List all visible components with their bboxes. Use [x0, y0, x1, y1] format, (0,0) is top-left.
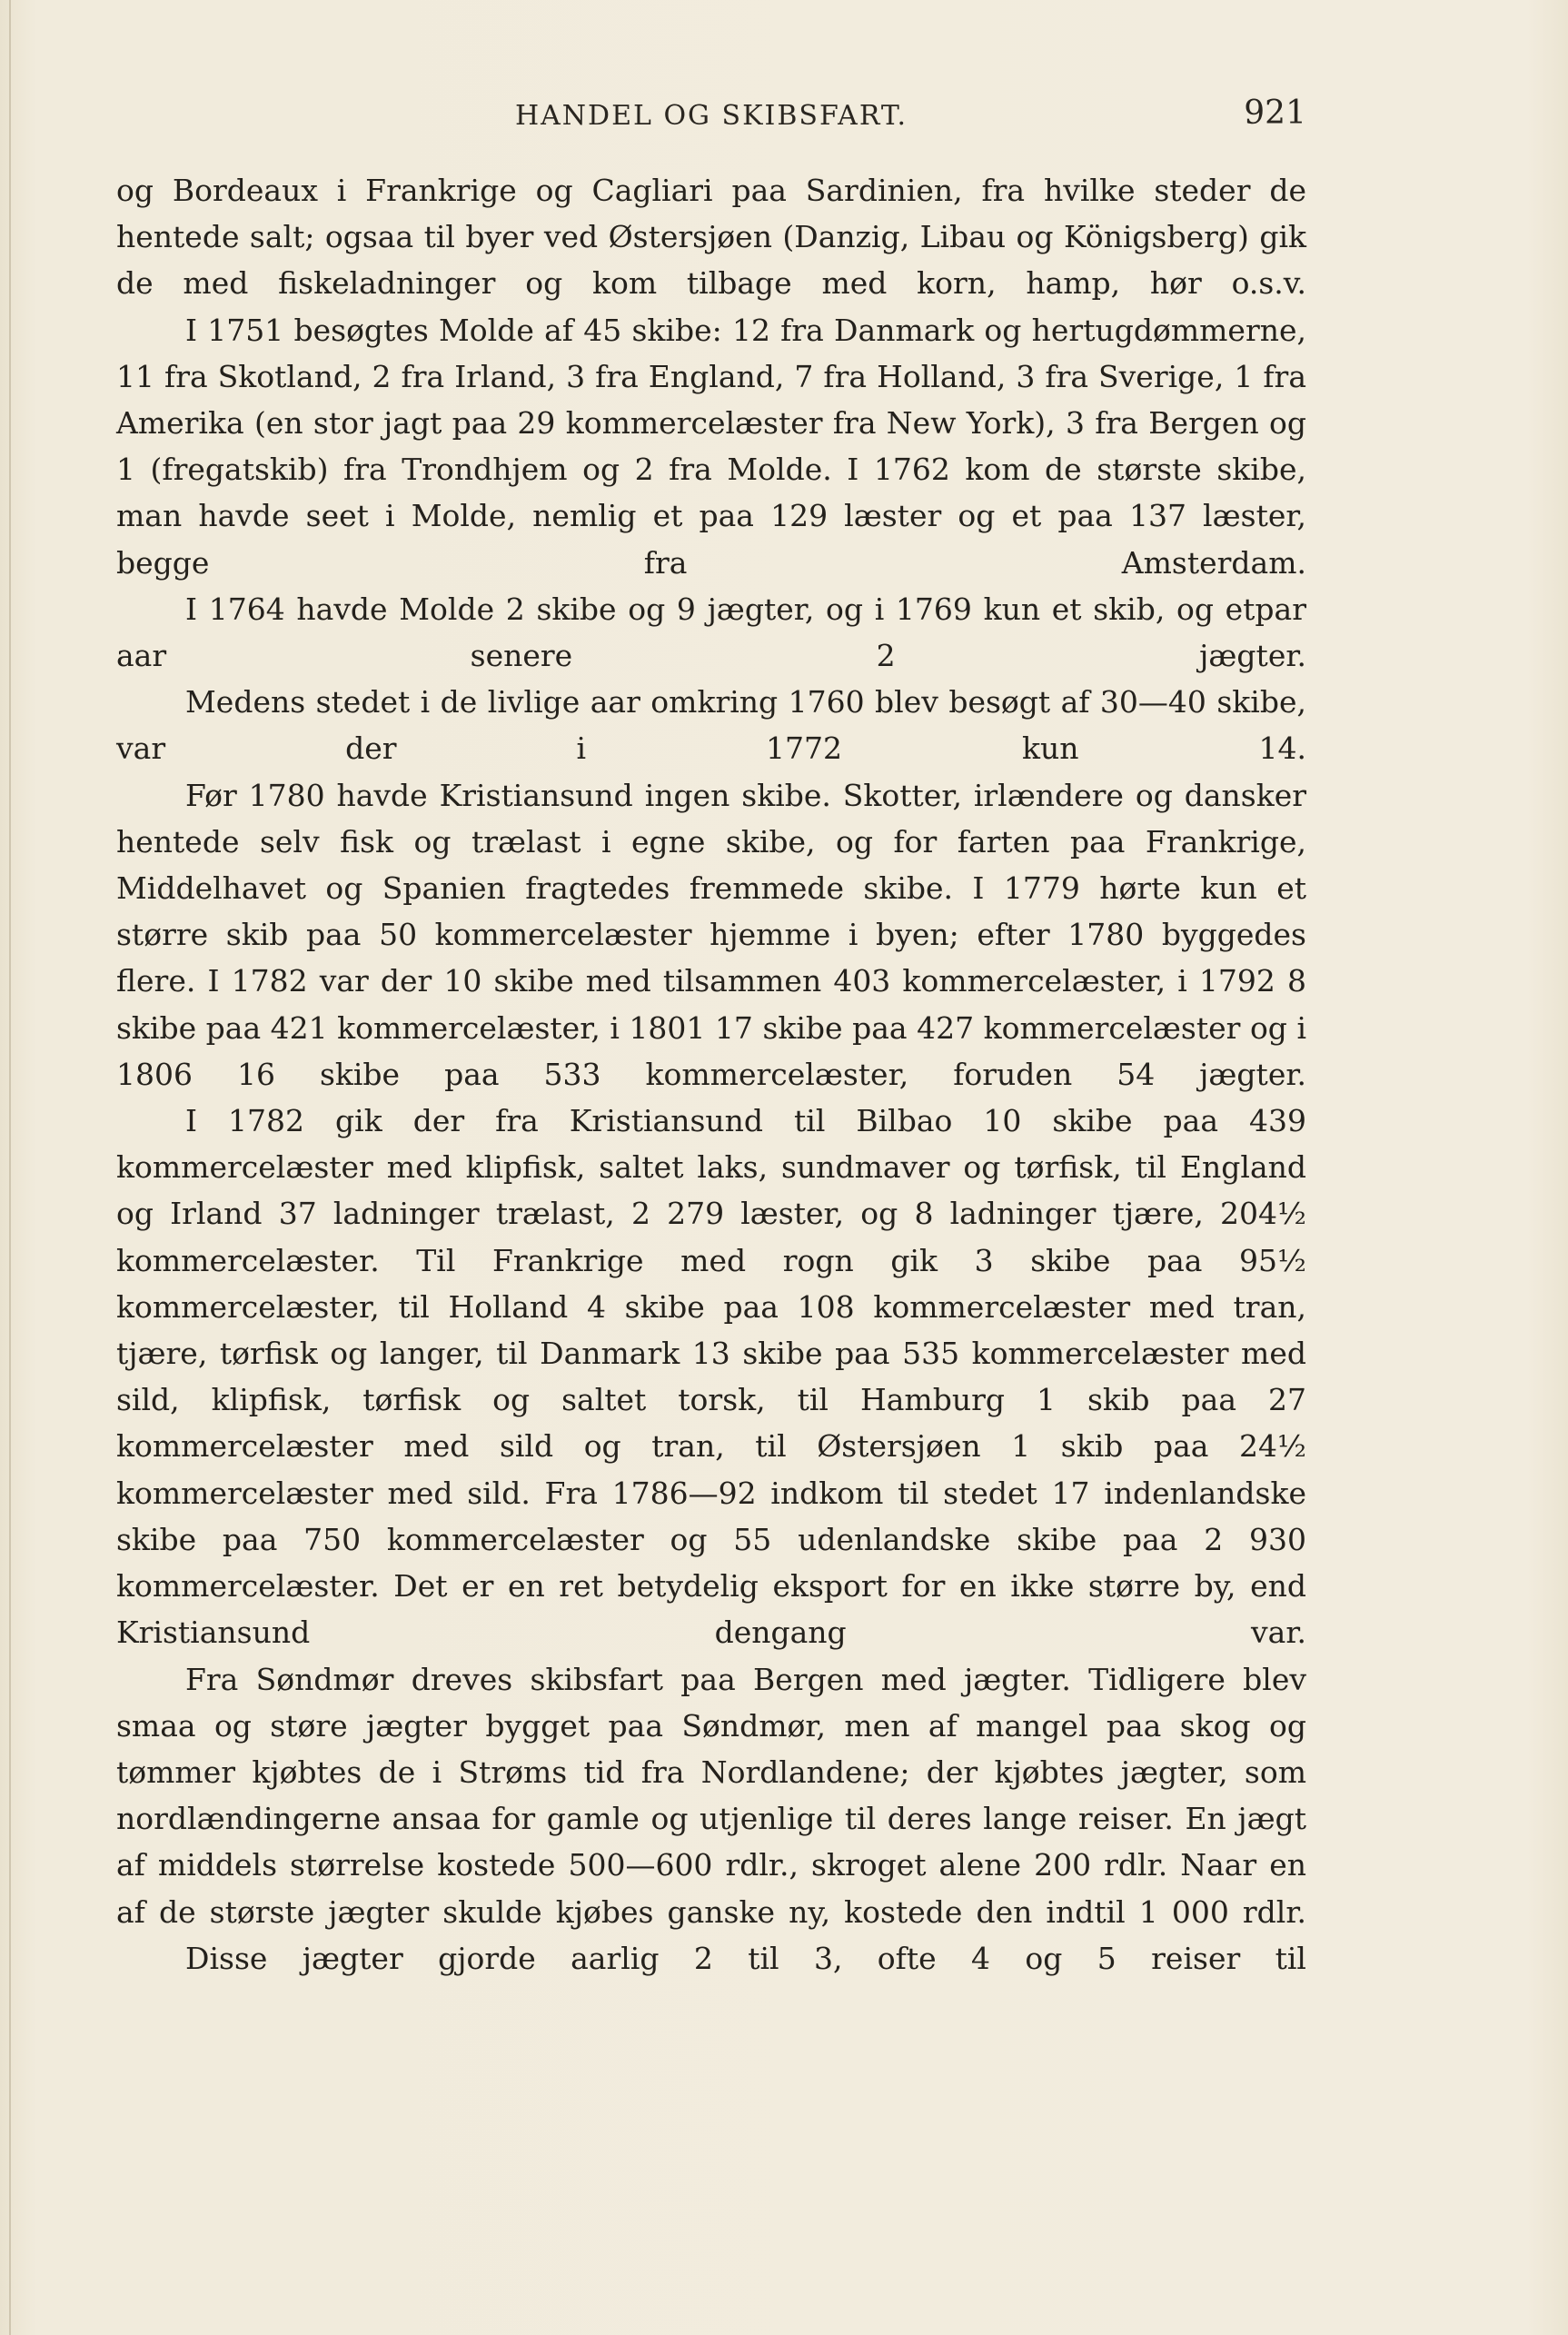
paragraph-6: I 1782 gik der fra Kristiansund til Bilbao 10 skibe paa 439 kommercelæster med klipfisk, saltet laks, sundmaver og tørfisk, til England og Irland 37 ladninger trælast, 2 279 læster, og 8 ladninger tjære, 204½ kommercelæster. Til Frankrige med rogn gik 3 skibe paa 95½ kommercelæster, til Holland 4 skibe paa 108 kommercelæster med tran, tjære, tørfisk og langer, til Danmark 13 skibe paa 535 kommercelæster med sild, klipfisk, tørfisk og saltet torsk, til Hamburg 1 skib paa 27 kommercelæster med sild og tran, til Østersjøen 1 skib paa 24½ kommercelæster med sild. Fra 1786—92 indkom til stedet 17 indenlandske skibe paa 750 kommercelæster og 55 udenlandske skibe paa 2 930 kommercelæster. Det er en ret betydelig eksport for en ikke større by, end Kristiansund dengang var.	[116, 1103, 1306, 1651]
page-edge	[9, 0, 11, 2335]
paragraph-8: Disse jægter gjorde aarlig 2 til 3, ofte 4 og 5 reiser til	[185, 1940, 1306, 1976]
running-header	[116, 94, 1306, 140]
paragraph-7: Fra Søndmør dreves skibsfart paa Bergen med jægter. Tidligere blev smaa og støre jægter bygget paa Søndmør, men af mangel paa skog og tømmer kjøbtes de i Strøms tid fra Nordlandene; der kjøbtes jægter, som nordlændingerne ansaa for gamle og utjenlige til deres lange reiser. En jægt af middels størrelse kostede 500—600 rdlr., skroget alene 200 rdlr. Naar en af de største jægter skulde kjøbes ganske ny, kostede den indtil 1 000 rdlr.	[116, 1661, 1306, 1930]
paragraph-2: I 1751 besøgtes Molde af 45 skibe: 12 fra Danmark og hertugdømmerne, 11 fra Skotland, 2 fra Irland, 3 fra England, 7 fra Holland, 3 fra Sverige, 1 fra Amerika (en stor jagt paa 29 kommercelæster fra New York), 3 fra Bergen og 1 (fregatskib) fra Trondhjem og 2 fra Molde. I 1762 kom de største skibe, man havde seet i Molde, nemlig et paa 129 læster og et paa 137 læster, begge fra Amsterdam.	[116, 312, 1306, 581]
page-number: 921	[1244, 94, 1306, 132]
paragraph-5: Før 1780 havde Kristiansund ingen skibe. Skotter, irlændere og dansker hentede selv fisk og trælast i egne skibe, og for farten paa Frankrige, Middelhavet og Spanien fragtedes fremmede skibe. I 1779 hørte kun et større skib paa 50 kommercelæster hjemme i byen; efter 1780 byggedes flere. I 1782 var der 10 skibe med tilsammen 403 kommercelæster, i 1792 8 skibe paa 421 kommercelæster, i 1801 17 skibe paa 427 kommercelæster og i 1806 16 skibe paa 533 kommercelæster, foruden 54 jægter.	[116, 777, 1306, 1092]
paragraph-4: Medens stedet i de livlige aar omkring 1760 blev besøgt af 30—40 skibe, var der i 1772 kun 14.	[116, 684, 1306, 767]
paragraph-1: og Bordeaux i Frankrige og Cagliari paa Sardinien, fra hvilke steder de hentede salt; ogsaa til byer ved Østersjøen (Danzig, Libau og Königsberg) gik de med fiskeladninger og kom tilbage med korn, hamp, hør o.s.v.	[116, 173, 1306, 302]
running-title: HANDEL OG SKIBSFART.	[514, 100, 908, 132]
body-text	[116, 167, 1306, 1982]
paragraph-3: I 1764 havde Molde 2 skibe og 9 jægter, og i 1769 kun et skib, og etpar aar senere 2 jægter.	[116, 591, 1306, 674]
